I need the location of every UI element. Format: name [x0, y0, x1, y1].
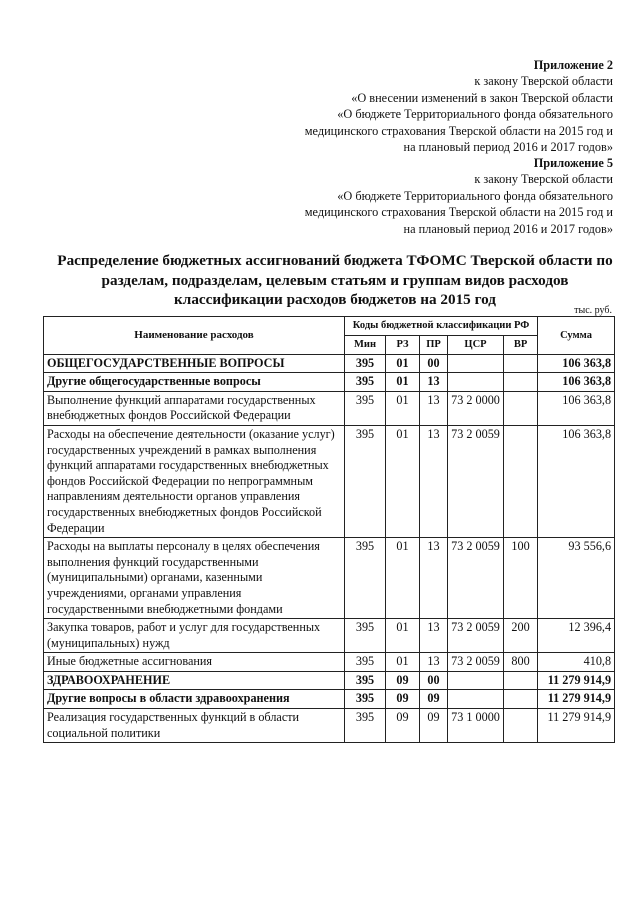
row-vr-code — [504, 671, 538, 690]
row-sum: 11 279 914,9 — [538, 709, 615, 743]
table-row — [44, 373, 615, 392]
row-pr-code: 13 — [420, 391, 448, 425]
table-row — [44, 671, 615, 690]
row-rz-code: 01 — [386, 619, 420, 653]
row-sum: 106 363,8 — [538, 425, 615, 537]
document-title-line: Распределение бюджетных ассигнований бюджета ТФОМС Тверской области по — [57, 252, 613, 269]
table-row — [44, 538, 615, 619]
row-vr-code — [504, 354, 538, 373]
appendix-2-header — [305, 57, 613, 155]
row-csr-code: 73 2 0059 — [448, 425, 504, 537]
row-min-code: 395 — [345, 354, 386, 373]
table-row — [44, 653, 615, 672]
row-sum: 106 363,8 — [538, 391, 615, 425]
budget-table — [43, 316, 615, 743]
appendix-5-line: медицинского страхования Тверской области на 2015 год и — [304, 205, 613, 220]
row-vr-code — [504, 373, 538, 392]
appendix-2-line: к закону Тверской области — [474, 74, 613, 89]
row-min-code: 395 — [345, 690, 386, 709]
document-title-line: разделам, подразделам, целевым статьям и группам видов расходов — [101, 271, 569, 289]
row-rz-code: 01 — [386, 354, 420, 373]
row-vr-code — [504, 690, 538, 709]
row-csr-code — [448, 671, 504, 690]
row-min-code: 395 — [345, 653, 386, 672]
row-name: Реализация государственных функций в области социальной политики — [44, 709, 345, 743]
row-min-code: 395 — [345, 619, 386, 653]
row-rz-code: 01 — [386, 391, 420, 425]
row-min-code: 395 — [345, 709, 386, 743]
row-vr-code — [504, 709, 538, 743]
row-min-code: 395 — [345, 373, 386, 392]
row-vr-code: 200 — [504, 619, 538, 653]
appendix-2-line: на плановый период 2016 и 2017 годов» — [403, 140, 613, 155]
row-sum: 106 363,8 — [538, 373, 615, 392]
row-rz-code: 01 — [386, 425, 420, 537]
row-csr-code: 73 2 0059 — [448, 619, 504, 653]
table-row — [44, 425, 615, 537]
row-pr-code: 13 — [420, 425, 448, 537]
header-sum: Сумма — [538, 317, 615, 355]
header-pr: ПР — [420, 335, 448, 354]
row-vr-code — [504, 391, 538, 425]
row-pr-code: 00 — [420, 671, 448, 690]
row-csr-code — [448, 373, 504, 392]
header-rz: РЗ — [386, 335, 420, 354]
row-rz-code: 09 — [386, 690, 420, 709]
row-name: Расходы на выплаты персоналу в целях обеспечения выполнения функций государственными (муниципальными) органами, казенными учреждениями, органами управления государственными внебюджетными фондами — [44, 538, 345, 619]
row-pr-code: 13 — [420, 619, 448, 653]
row-pr-code: 13 — [420, 653, 448, 672]
appendix-5-header — [305, 155, 613, 237]
row-pr-code: 13 — [420, 538, 448, 619]
table-row — [44, 709, 615, 743]
table-body — [44, 354, 615, 743]
row-sum: 410,8 — [538, 653, 615, 672]
row-vr-code: 800 — [504, 653, 538, 672]
row-min-code: 395 — [345, 391, 386, 425]
row-name: ОБЩЕГОСУДАРСТВЕННЫЕ ВОПРОСЫ — [44, 354, 345, 373]
units-label: тыс. руб. — [574, 305, 612, 316]
table-row — [44, 619, 615, 653]
row-vr-code — [504, 425, 538, 537]
row-name: ЗДРАВООХРАНЕНИЕ — [44, 671, 345, 690]
row-sum: 11 279 914,9 — [538, 690, 615, 709]
row-min-code: 395 — [345, 538, 386, 619]
row-pr-code: 09 — [420, 709, 448, 743]
row-sum: 106 363,8 — [538, 354, 615, 373]
row-sum: 93 556,6 — [538, 538, 615, 619]
row-csr-code — [448, 690, 504, 709]
row-pr-code: 13 — [420, 373, 448, 392]
row-rz-code: 01 — [386, 653, 420, 672]
row-csr-code: 73 2 0059 — [448, 653, 504, 672]
row-name: Иные бюджетные ассигнования — [44, 653, 345, 672]
appendix-5-line: на плановый период 2016 и 2017 годов» — [403, 221, 613, 236]
row-name: Закупка товаров, работ и услуг для государственных (муниципальных) нужд — [44, 619, 345, 653]
row-name: Другие вопросы в области здравоохранения — [44, 690, 345, 709]
header-csr: ЦСР — [448, 335, 504, 354]
appendix-2-line: «О внесении изменений в закон Тверской области — [351, 90, 613, 105]
row-rz-code: 09 — [386, 671, 420, 690]
row-name: Другие общегосударственные вопросы — [44, 373, 345, 392]
row-rz-code: 09 — [386, 709, 420, 743]
appendix-2-line: медицинского страхования Тверской области на 2015 год и — [304, 123, 613, 138]
header-vr: ВР — [504, 335, 538, 354]
table-row — [44, 690, 615, 709]
row-pr-code: 00 — [420, 354, 448, 373]
row-csr-code — [448, 354, 504, 373]
row-sum: 12 396,4 — [538, 619, 615, 653]
document-title-line: классификации расходов бюджетов на 2015 год — [174, 291, 496, 309]
row-csr-code: 73 2 0000 — [448, 391, 504, 425]
row-sum: 11 279 914,9 — [538, 671, 615, 690]
row-vr-code: 100 — [504, 538, 538, 619]
row-name: Выполнение функций аппаратами государственных внебюджетных фондов Российской Федерации — [44, 391, 345, 425]
document-title — [40, 251, 630, 310]
appendix-5-line: «О бюджете Территориального фонда обязательного — [337, 188, 613, 203]
appendix-2-title: Приложение 2 — [533, 58, 613, 72]
row-pr-code: 09 — [420, 690, 448, 709]
appendix-5-line: к закону Тверской области — [474, 172, 613, 187]
row-csr-code: 73 1 0000 — [448, 709, 504, 743]
header-min: Мин — [345, 335, 386, 354]
row-csr-code: 73 2 0059 — [448, 538, 504, 619]
row-min-code: 395 — [345, 425, 386, 537]
table-row — [44, 354, 615, 373]
table-row — [44, 391, 615, 425]
row-rz-code: 01 — [386, 373, 420, 392]
row-name: Расходы на обеспечение деятельности (оказание услуг) государственных учреждений в рамках выполнения функций аппаратами государственных внебюджетных фондов Российской Федерации по непрограммным направлениям деятельности органов управления государственных внебюджетных фондов Российской Федерации — [44, 425, 345, 537]
row-rz-code: 01 — [386, 538, 420, 619]
header-codes-group: Коды бюджетной классификации РФ — [345, 317, 538, 336]
appendix-2-line: «О бюджете Территориального фонда обязательного — [337, 107, 613, 122]
header-name: Наименование расходов — [44, 317, 345, 355]
row-min-code: 395 — [345, 671, 386, 690]
appendix-5-title: Приложение 5 — [533, 156, 613, 170]
